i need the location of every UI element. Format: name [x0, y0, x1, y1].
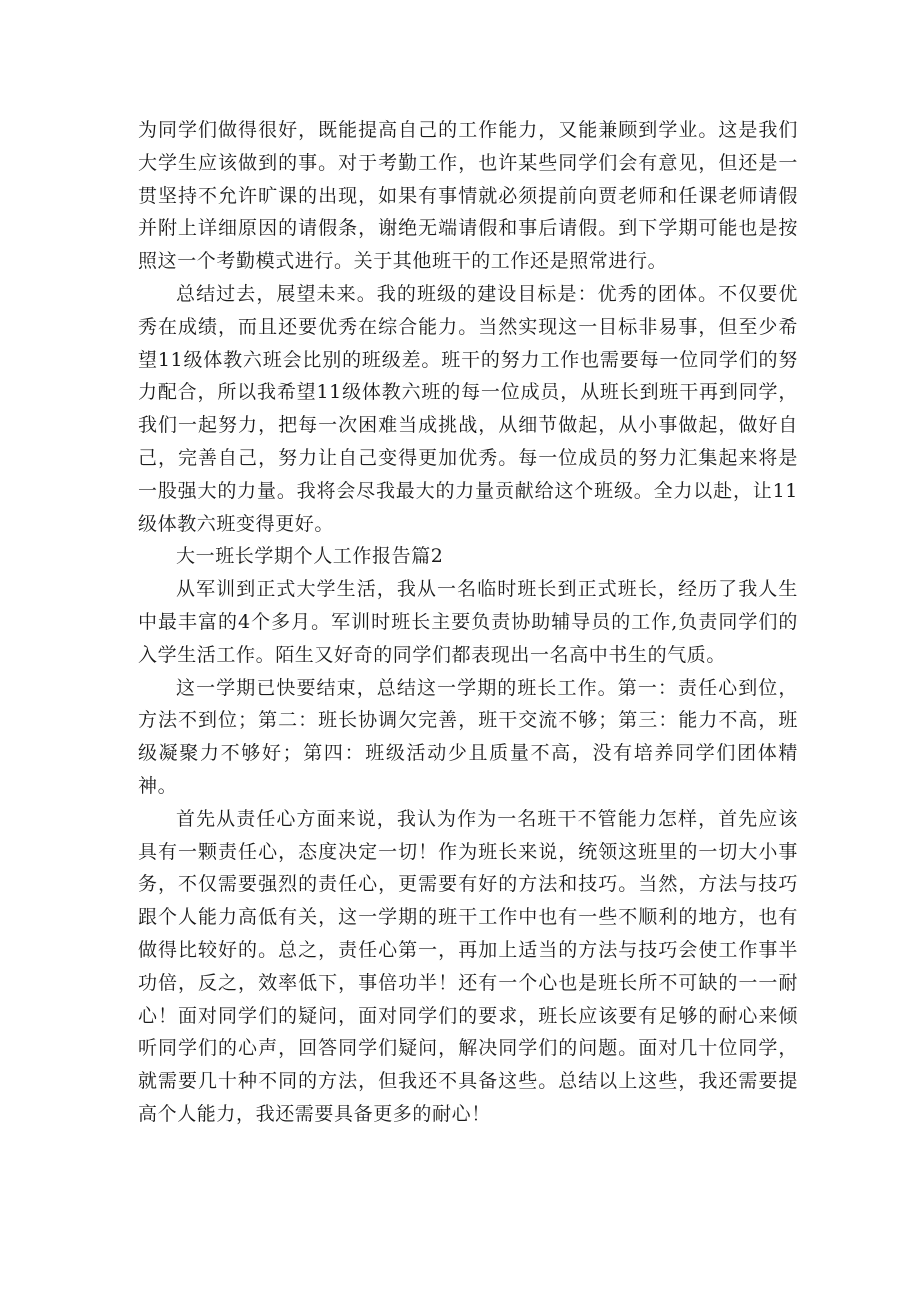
paragraph-semester-review: 这一学期已快要结束，总结这一学期的班长工作。第一：责任心到位，方法不到位；第二：班长协调欠完善，班干交流不够；第三：能力不高，班级凝聚力不够好；第四：班级活动少且质量不高，没有培养同学们团体精神。	[138, 676, 798, 797]
paragraph-continuation: 为同学们做得很好，既能提高自己的工作能力，又能兼顾到学业。这是我们大学生应该做到的事。对于考勤工作，也许某些同学们会有意见，但还是一贯坚持不允许旷课的出现，如果有事情就必须提前向贾老师和任课老师请假并附上详细原因的请假条，谢绝无端请假和事后请假。到下学期可能也是按照这一个考勤模式进行。关于其他班干的工作还是照常进行。	[138, 119, 798, 273]
paragraph-military-training: 从军训到正式大学生活，我从一名临时班长到正式班长，经历了我人生中最丰富的4个多月。军训时班长主要负责协助辅导员的工作,负责同学们的入学生活工作。陌生又好奇的同学们都表现出一名高中书生的气质。	[138, 578, 798, 666]
paragraph-summary: 总结过去，展望未来。我的班级的建设目标是：优秀的团体。不仅要优秀在成绩，而且还要优秀在综合能力。当然实现这一目标非易事，但至少希望11级体教六班会比别的班级差。班干的努力工作也需要每一位同学们的努力配合，所以我希望11级体教六班的每一位成员，从班长到班干再到同学，我们一起努力，把每一次困难当成挑战，从细节做起，从小事做起，做好自己，完善自己，努力让自己变得更加优秀。每一位成员的努力汇集起来将是一股强大的力量。我将会尽我最大的力量贡献给这个班级。全力以赴，让11级体教六班变得更好。	[138, 282, 798, 535]
paragraph-responsibility: 首先从责任心方面来说，我认为作为一名班干不管能力怎样，首先应该具有一颗责任心，态度决定一切！作为班长来说，统领这班里的一切大小事务，不仅需要强烈的责任心，更需要有好的方法和技巧。当然，方法与技巧跟个人能力高低有关，这一学期的班干工作中也有一些不顺利的地方，也有做得比较好的。总之，责任心第一，再加上适当的方法与技巧会使工作事半功倍，反之，效率低下，事倍功半！还有一个心也是班长所不可缺的一一耐心！面对同学们的疑问，面对同学们的要求，班长应该要有足够的耐心来倾听同学们的心声，回答同学们疑问，解决同学们的问题。面对几十位同学，就需要几十种不同的方法，但我还不具备这些。总结以上这些，我还需要提高个人能力，我还需要具备更多的耐心！	[138, 807, 798, 1125]
document-body	[138, 114, 798, 1131]
section-heading: 大一班长学期个人工作报告篇2	[176, 545, 444, 568]
